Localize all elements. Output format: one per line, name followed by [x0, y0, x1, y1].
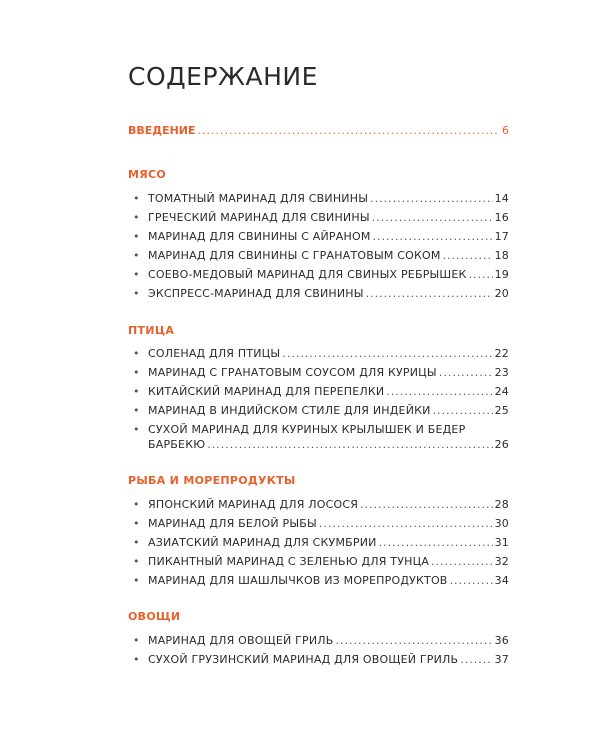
entry-label: МАРИНАД В ИНДИЙСКОМ СТИЛЕ ДЛЯ ИНДЕЙКИ	[148, 404, 431, 417]
entry-page: 23	[494, 366, 509, 379]
bullet-icon: •	[133, 385, 140, 398]
entry-label: КИТАЙСКИЙ МАРИНАД ДЛЯ ПЕРЕПЕЛКИ	[148, 385, 385, 398]
entry-page: 14	[494, 192, 509, 205]
section-heading-meat: МЯСО	[128, 168, 167, 181]
entry-label: СУХОЙ МАРИНАД ДЛЯ КУРИНЫХ КРЫЛЫШЕК И БЕДЕР	[148, 423, 466, 436]
dot-leader	[460, 653, 492, 667]
entry-page: 19	[494, 268, 509, 281]
dot-leader	[386, 385, 492, 399]
bullet-icon: •	[133, 653, 140, 666]
entry-page: 32	[494, 555, 509, 568]
dot-leader	[366, 287, 493, 301]
dot-leader	[207, 437, 492, 452]
bullet-icon: •	[133, 574, 140, 587]
dot-leader	[439, 366, 493, 380]
bullet-icon: •	[133, 536, 140, 549]
entry-page: 34	[494, 574, 509, 587]
intro-page: 6	[502, 124, 509, 137]
dot-leader	[373, 230, 493, 244]
toc-entry[interactable]	[133, 230, 509, 244]
entry-page: 24	[494, 385, 509, 398]
toc-entry[interactable]	[133, 347, 509, 361]
entry-page: 26	[494, 438, 509, 451]
dot-leader	[360, 498, 493, 512]
toc-entry[interactable]	[133, 192, 509, 206]
entry-label-continued: БАРБЕКЮ	[148, 438, 206, 451]
dot-leader	[443, 249, 493, 263]
toc-entry[interactable]	[133, 517, 509, 531]
toc-entry-intro[interactable]	[128, 124, 509, 138]
entry-label: СУХОЙ ГРУЗИНСКИЙ МАРИНАД ДЛЯ ОВОЩЕЙ ГРИЛЬ	[148, 653, 459, 666]
entry-label: СОЕВО-МЕДОВЫЙ МАРИНАД ДЛЯ СВИНЫХ РЕБРЫШЕК	[148, 268, 467, 281]
entry-page: 17	[494, 230, 509, 243]
bullet-icon: •	[133, 192, 140, 205]
entry-label: МАРИНАД ДЛЯ ОВОЩЕЙ ГРИЛЬ	[148, 634, 334, 647]
bullet-icon: •	[133, 268, 140, 281]
entry-page: 37	[494, 653, 509, 666]
toc-entry[interactable]	[133, 287, 509, 301]
entry-page: 18	[494, 249, 509, 262]
bullet-icon: •	[133, 366, 140, 379]
dot-leader	[372, 211, 493, 225]
toc-entry[interactable]	[133, 366, 509, 380]
entry-label: МАРИНАД ДЛЯ ШАШЛЫЧКОВ ИЗ МОРЕПРОДУКТОВ	[148, 574, 448, 587]
entry-page: 31	[494, 536, 509, 549]
toc-entry[interactable]	[133, 574, 509, 588]
dot-leader	[450, 574, 493, 588]
toc-entry[interactable]	[133, 555, 509, 569]
intro-label: ВВЕДЕНИЕ	[128, 124, 196, 137]
toc-entry[interactable]	[133, 634, 509, 648]
toc-entry[interactable]	[133, 498, 509, 512]
dot-leader	[319, 517, 493, 531]
dot-leader	[370, 192, 492, 206]
entry-label: АЗИАТСКИЙ МАРИНАД ДЛЯ СКУМБРИИ	[148, 536, 377, 549]
dot-leader	[282, 347, 492, 361]
bullet-icon: •	[133, 404, 140, 417]
bullet-icon: •	[133, 634, 140, 647]
toc-entry-multiline[interactable]	[133, 422, 509, 452]
bullet-icon: •	[133, 287, 140, 300]
bullet-icon: •	[133, 423, 140, 436]
entry-page: 25	[494, 404, 509, 417]
toc-entry[interactable]	[133, 653, 509, 667]
toc-entry[interactable]	[133, 268, 509, 282]
entry-label: ТОМАТНЫЙ МАРИНАД ДЛЯ СВИНИНЫ	[148, 192, 369, 205]
section-heading-seafood: РЫБА И МОРЕПРОДУКТЫ	[128, 474, 296, 487]
bullet-icon: •	[133, 498, 140, 511]
toc-entry[interactable]	[133, 385, 509, 399]
dot-leader	[198, 124, 500, 138]
dot-leader	[433, 404, 493, 418]
dot-leader	[336, 634, 493, 648]
entry-page: 20	[494, 287, 509, 300]
toc-entry[interactable]	[133, 536, 509, 550]
bullet-icon: •	[133, 347, 140, 360]
entry-label: ЭКСПРЕСС-МАРИНАД ДЛЯ СВИНИНЫ	[148, 287, 364, 300]
entry-page: 22	[494, 347, 509, 360]
bullet-icon: •	[133, 211, 140, 224]
toc-entry[interactable]	[133, 404, 509, 418]
entry-label: МАРИНАД ДЛЯ СВИНИНЫ С АЙРАНОМ	[148, 230, 371, 243]
section-heading-poultry: ПТИЦА	[128, 324, 175, 337]
section-heading-vegetables: ОВОЩИ	[128, 610, 181, 623]
bullet-icon: •	[133, 517, 140, 530]
dot-leader	[431, 555, 493, 569]
bullet-icon: •	[133, 230, 140, 243]
entry-label: МАРИНАД С ГРАНАТОВЫМ СОУСОМ ДЛЯ КУРИЦЫ	[148, 366, 437, 379]
entry-page: 28	[494, 498, 509, 511]
entry-label: МАРИНАД ДЛЯ СВИНИНЫ С ГРАНАТОВЫМ СОКОМ	[148, 249, 441, 262]
toc-entry[interactable]	[133, 249, 509, 263]
entry-label: ПИКАНТНЫЙ МАРИНАД С ЗЕЛЕНЬЮ ДЛЯ ТУНЦА	[148, 555, 430, 568]
toc-entry[interactable]	[133, 211, 509, 225]
bullet-icon: •	[133, 555, 140, 568]
dot-leader	[469, 268, 493, 282]
entry-label: ЯПОНСКИЙ МАРИНАД ДЛЯ ЛОСОСЯ	[148, 498, 359, 511]
bullet-icon: •	[133, 249, 140, 262]
page-title: СОДЕРЖАНИЕ	[128, 62, 318, 91]
entry-page: 36	[494, 634, 509, 647]
entry-page: 30	[494, 517, 509, 530]
entry-page: 16	[494, 211, 509, 224]
entry-label: СОЛЕНАД ДЛЯ ПТИЦЫ	[148, 347, 281, 360]
entry-label: ГРЕЧЕСКИЙ МАРИНАД ДЛЯ СВИНИНЫ	[148, 211, 370, 224]
entry-label: МАРИНАД ДЛЯ БЕЛОЙ РЫБЫ	[148, 517, 317, 530]
dot-leader	[379, 536, 493, 550]
